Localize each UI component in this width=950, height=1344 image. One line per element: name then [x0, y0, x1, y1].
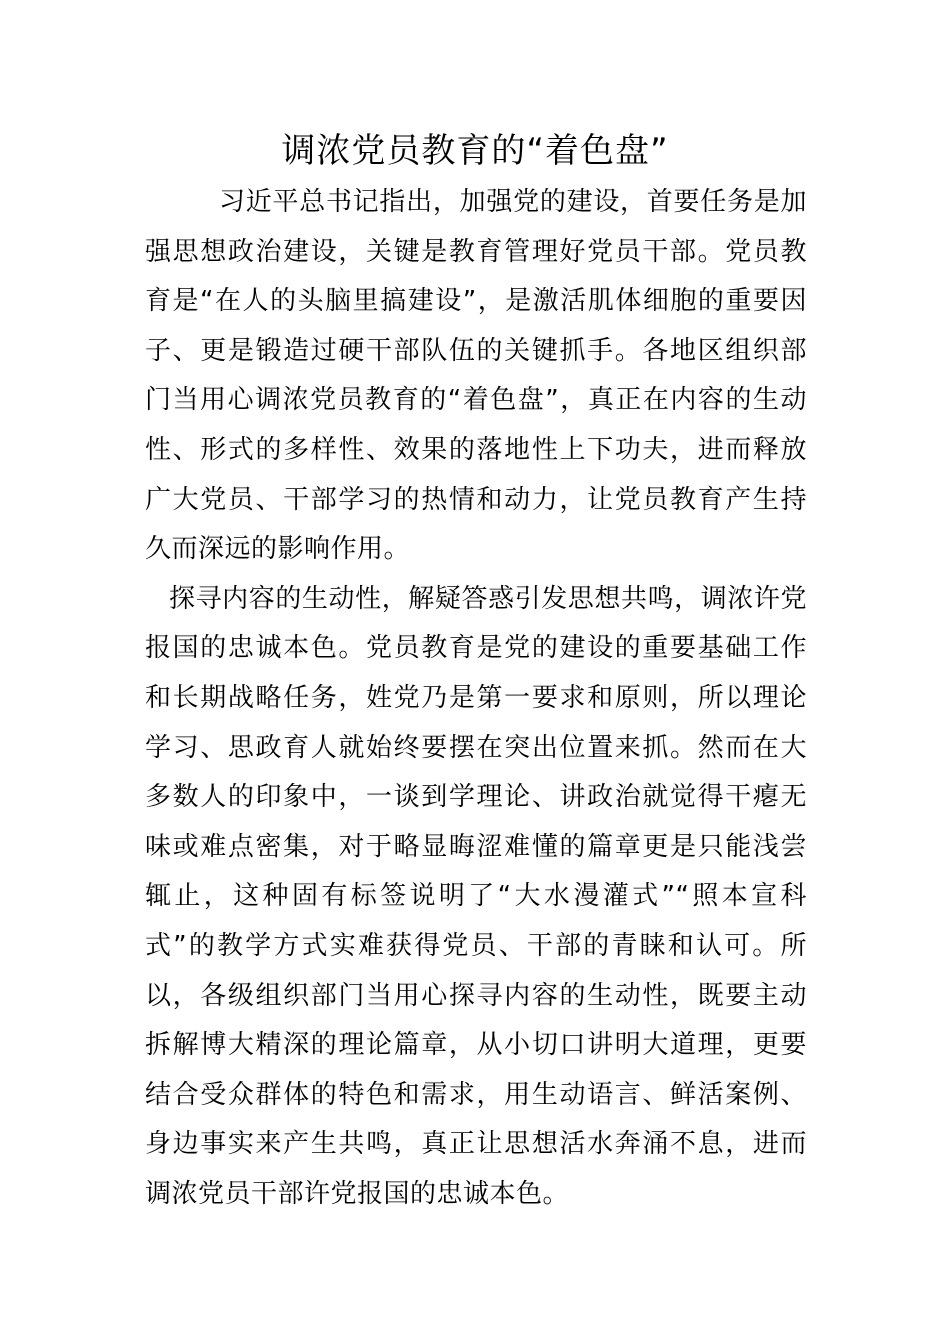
document-title: 调浓党员教育的“着色盘”	[281, 131, 669, 171]
paragraph-2: 探寻内容的生动性，解疑答惑引发思想共鸣，调浓许党报国的忠诚本色。党员教育是党的建设的重要基础工作和长期战略任务，姓党乃是第一要求和原则，所以理论学习、思政育人就始终要摆在突出位置来抓。然而在大多数人的印象中，一谈到学理论、讲政治就觉得干瘪无味或难点密集，对于略显晦涩难懂的篇章更是只能浅尝辄止，这种固有标签说明了“大水漫灌式”“照本宣科式”的教学方式实难获得党员、干部的青睐和认可。所以，各级组织部门当用心探寻内容的生动性，既要主动拆解博大精深的理论篇章，从小切口讲明大道理，更要结合受众群体的特色和需求，用生动语言、鲜活案例、身边事实来产生共鸣，真正让思想活水奔涌不息，进而调浓党员干部许党报国的忠诚本色。	[145, 583, 807, 1209]
document-body	[145, 178, 807, 1219]
paragraph-1: 习近平总书记指出，加强党的建设，首要任务是加强思想政治建设，关键是教育管理好党员干部。党员教育是“在人的头脑里搞建设”，是激活肌体细胞的重要因子、更是锻造过硬干部队伍的关键抓手。各地区组织部门当用心调浓党员教育的“着色盘”，真正在内容的生动性、形式的多样性、效果的落地性上下功夫，进而释放广大党员、干部学习的热情和动力，让党员教育产生持久而深远的影响作用。	[145, 187, 807, 565]
